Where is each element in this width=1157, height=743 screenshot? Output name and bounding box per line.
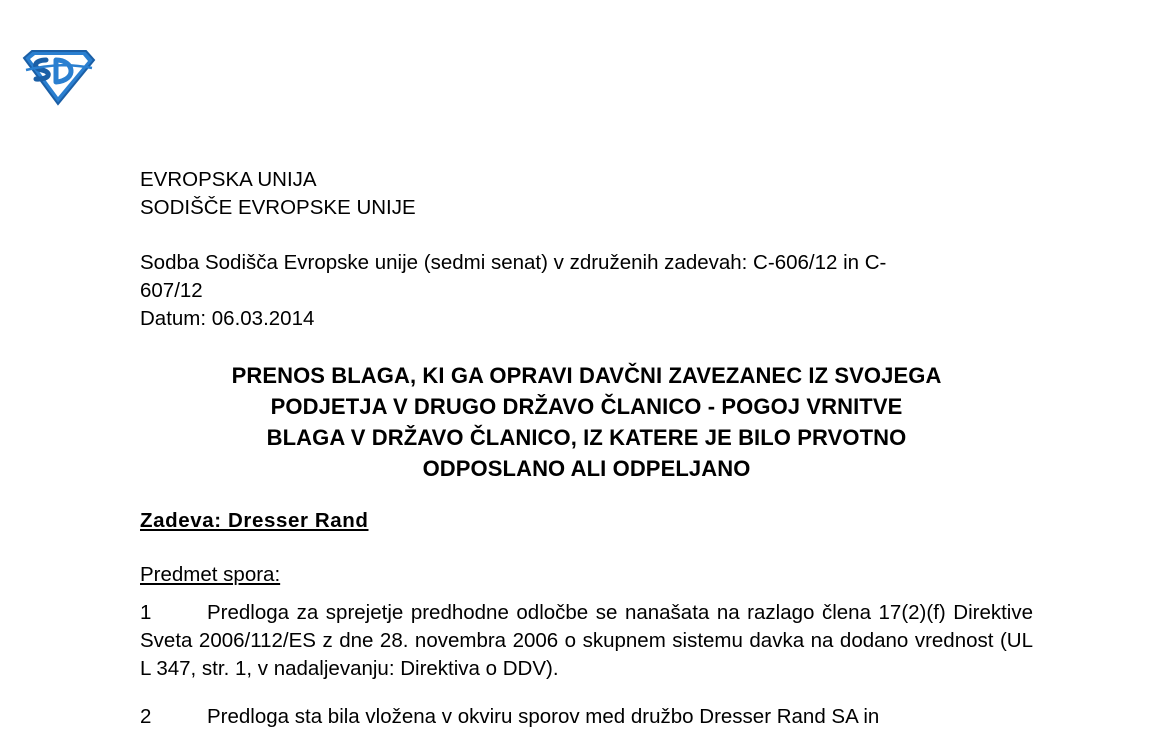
paragraph-text: Predloga za sprejetje predhodne odločbe se nanašata na razlago člena 17(2)(f) Direktive Sveta 2006/112/ES z dne 28. novembra 2006 o skupnem sistemu davka na dodano vrednost (UL L 347, str. 1, v nadaljevanju: Direktiva o DDV). bbox=[140, 601, 1033, 680]
title-line-4: ODPOSLANO ALI ODPELJANO bbox=[422, 456, 751, 481]
title-line-3: BLAGA V DRŽAVO ČLANICO, IZ KATERE JE BILO PRVOTNO bbox=[266, 425, 907, 450]
title-line-1: PRENOS BLAGA, KI GA OPRAVI DAVČNI ZAVEZANEC IZ SVOJEGA bbox=[231, 363, 942, 388]
header-union: EVROPSKA UNIJA bbox=[140, 168, 317, 191]
paragraph-1 bbox=[140, 599, 1033, 683]
paragraph-number: 2 bbox=[140, 705, 152, 728]
judgment-line-2: 607/12 bbox=[140, 279, 203, 302]
judgment-date: Datum: 06.03.2014 bbox=[140, 307, 315, 330]
paragraph-text: Predloga sta bila vložena v okviru sporov med družbo Dresser Rand SA in bbox=[207, 705, 880, 728]
document-body bbox=[140, 166, 1033, 731]
header-court: SODIŠČE EVROPSKE UNIJE bbox=[140, 196, 416, 219]
paragraph-number: 1 bbox=[140, 601, 152, 624]
judgment-line-1: Sodba Sodišča Evropske unije (sedmi senat) v združenih zadevah: C-606/12 in C- bbox=[140, 251, 887, 274]
paragraph-2 bbox=[140, 703, 1033, 731]
title-line-2: PODJETJA V DRUGO DRŽAVO ČLANICO - POGOJ VRNITVE bbox=[270, 394, 903, 419]
document-title bbox=[140, 360, 1033, 484]
sd-logo bbox=[22, 48, 96, 106]
case-heading: Zadeva: Dresser Rand bbox=[140, 509, 369, 532]
subject-heading: Predmet spora: bbox=[140, 563, 281, 586]
